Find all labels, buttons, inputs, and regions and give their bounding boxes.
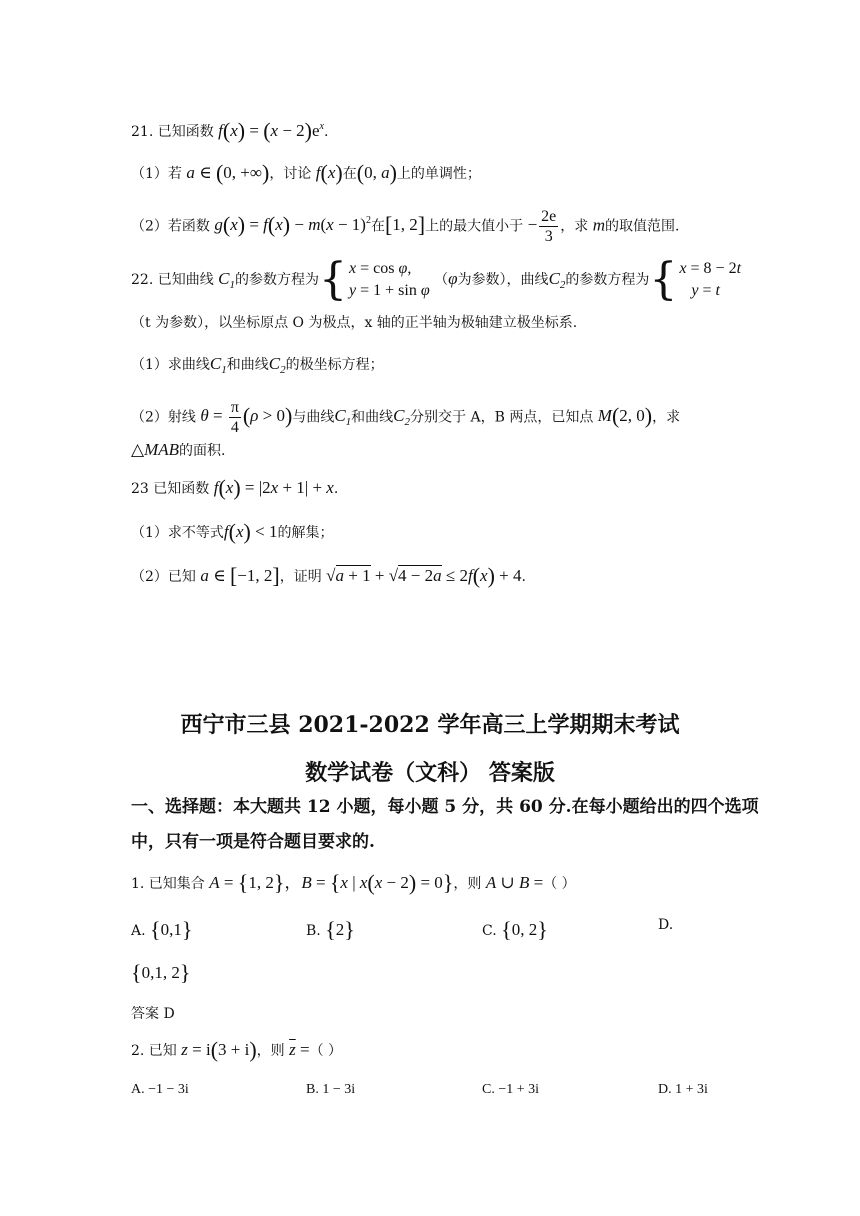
q22-part2-line2: △MAB的面积. <box>131 440 226 459</box>
q1-stem: 1. 已知集合 A = {1, 2}，B = {x | x(x − 2) = 0}，则 A ∪ B =（ ） <box>131 870 576 895</box>
q23-part2: （2）已知 a ∈ [−1, 2]，证明 √a + 1 + √4 − 2a ≤ 2f(x) + 4. <box>131 563 526 588</box>
q1-option-c: C. {0, 2} <box>482 917 548 942</box>
q22-part2: （2）射线 θ = $\frac{\pi}{4}$ (ρ > 0)与曲线$C_1$和曲线$C_2$分别交于 A，B 两点，已知点 M(2, 0)，求 <box>131 399 681 436</box>
q21-part1: （1）若 a ∈ (0, +∞)，讨论 f(x)在(0, a)上的单调性； <box>131 160 481 185</box>
section-heading: 一、选择题：本大题共 12 小题，每小题 5 分，共 60 分.在每小题给出的四个选项 <box>131 797 759 817</box>
q1-option-d: D. <box>658 917 674 933</box>
q1-option-a: A. {0,1} <box>131 917 193 942</box>
q2-option-b: B. 1 − 3i <box>306 1082 356 1097</box>
exam-subtitle: 数学试卷（文科） 答案版 <box>305 760 555 786</box>
q21-stem: 21. 已知函数 $f(x) = (x - 2)e^x$. <box>131 118 329 143</box>
q22-line2: （t 为参数），以坐标原点 O 为极点，x 轴的正半轴为极轴建立极坐标系. <box>131 315 578 331</box>
q2-option-c: C. −1 + 3i <box>482 1082 540 1097</box>
q22-stem: 22. 已知曲线 $C_1$的参数方程为{ x = cos φ, y = 1 + sin φ （φ为参数），曲线$C_2$的参数方程为{ x = 8 − 2t y = t <box>131 254 742 305</box>
q1-option-d-value: {0,1, 2} <box>131 960 191 985</box>
q21-part2: （2）若函数 $g(x) = f(x) - m(x - 1)^2$在[1, 2]上的最大值小于 − $\frac{2e}{3}$ ，求 m的取值范围. <box>131 208 680 245</box>
q2-option-d: D. 1 + 3i <box>658 1082 708 1097</box>
q2-option-a: A. −1 − 3i <box>131 1082 189 1097</box>
q23-stem: 23 已知函数 f(x) = |2x + 1| + x. <box>131 475 339 500</box>
q1-option-b: B. {2} <box>306 917 355 942</box>
q1-answer: 答案 D <box>131 1006 175 1022</box>
exam-title: 西宁市三县 2021-2022 学年高三上学期期末考试 <box>180 712 680 738</box>
q22-part1: （1）求曲线$C_1$和曲线$C_2$的极坐标方程； <box>131 354 384 376</box>
q23-part1: （1）求不等式f(x) < 1的解集； <box>131 519 334 544</box>
section-heading-line2: 中，只有一项是符合题目要求的. <box>131 832 375 852</box>
q2-stem: 2. 已知 z = i(3 + i)，则 $\overline{z}$ =（ ） <box>131 1037 343 1062</box>
